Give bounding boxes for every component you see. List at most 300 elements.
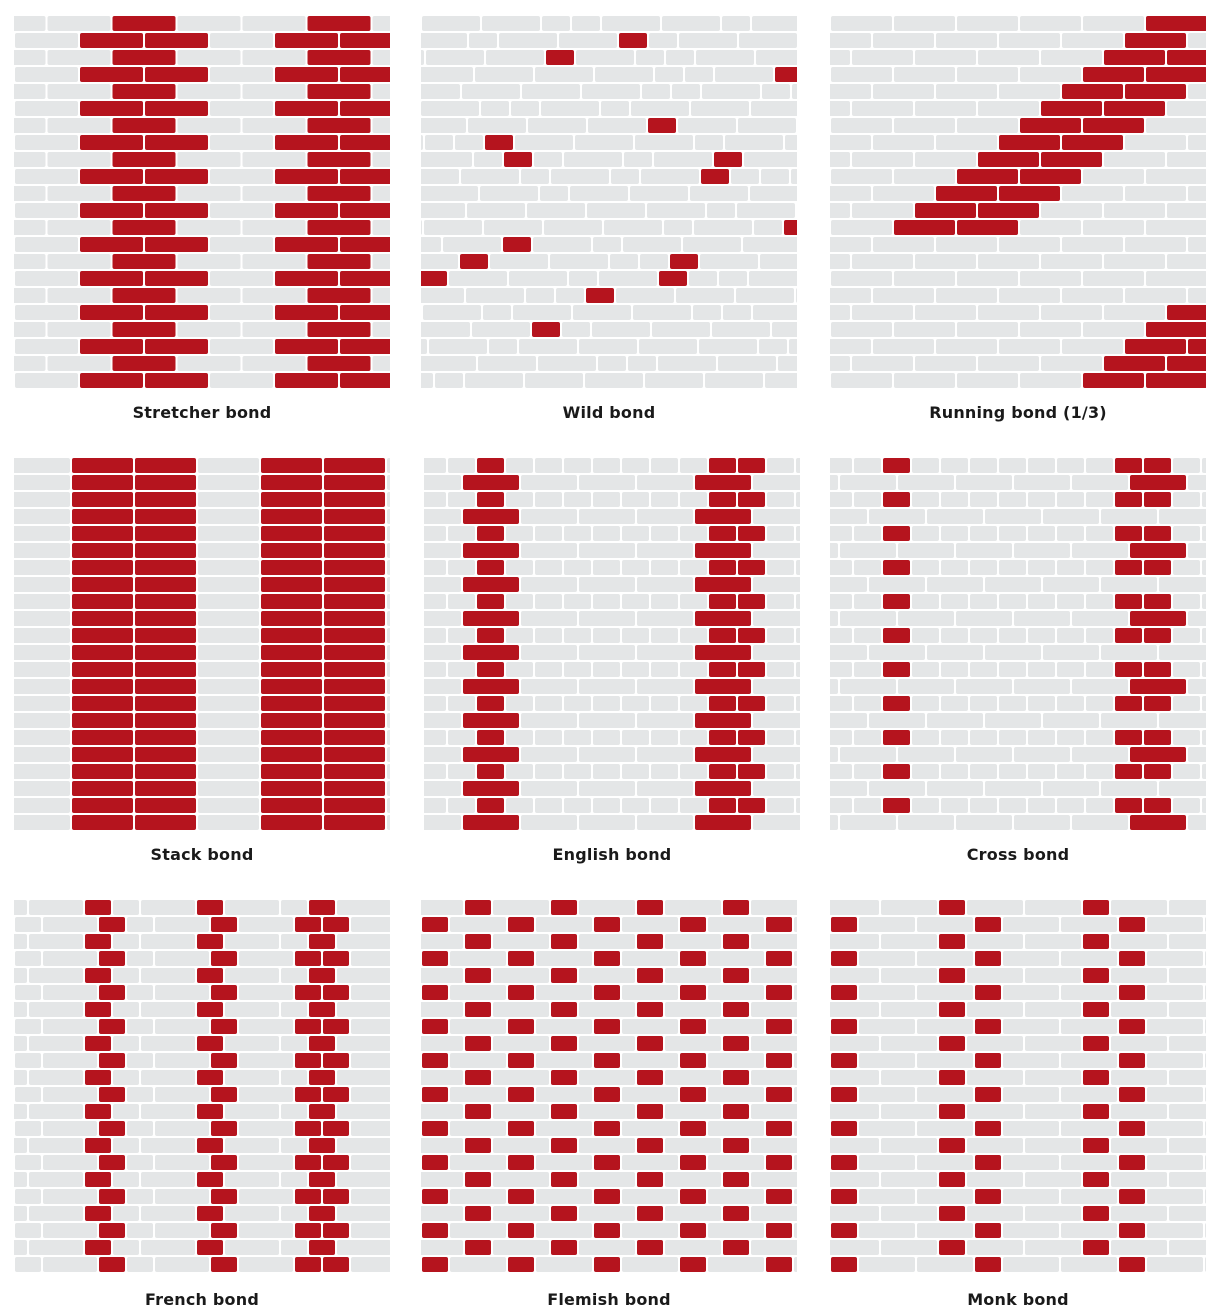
brick bbox=[373, 16, 391, 31]
brick bbox=[760, 254, 797, 269]
brick bbox=[753, 305, 797, 320]
brick bbox=[978, 305, 1039, 320]
brick bbox=[1188, 288, 1206, 303]
brick bbox=[373, 356, 391, 371]
brick bbox=[155, 1257, 209, 1272]
highlight-brick bbox=[1119, 1223, 1145, 1238]
highlight-brick bbox=[340, 67, 390, 82]
brick bbox=[1014, 611, 1070, 626]
brick bbox=[14, 16, 46, 31]
brick bbox=[564, 730, 591, 745]
brick bbox=[898, 543, 954, 558]
highlight-brick bbox=[72, 781, 133, 796]
highlight-brick bbox=[1020, 169, 1081, 184]
brick bbox=[881, 1104, 937, 1119]
brick bbox=[840, 543, 896, 558]
brick bbox=[198, 492, 259, 507]
brick bbox=[575, 135, 633, 150]
brick bbox=[1146, 118, 1206, 133]
flemish-bond-pattern bbox=[421, 899, 797, 1274]
highlight-brick bbox=[766, 1257, 792, 1272]
brick bbox=[113, 1036, 139, 1051]
brick bbox=[767, 560, 794, 575]
brick bbox=[493, 1240, 549, 1255]
highlight-brick bbox=[72, 696, 133, 711]
brick bbox=[761, 169, 789, 184]
highlight-brick bbox=[463, 645, 519, 660]
highlight-brick bbox=[883, 492, 910, 507]
brick bbox=[859, 951, 915, 966]
brick bbox=[14, 1002, 27, 1017]
highlight-brick bbox=[261, 730, 322, 745]
highlight-brick bbox=[939, 1206, 965, 1221]
brick bbox=[198, 747, 259, 762]
highlight-brick bbox=[295, 1121, 321, 1136]
brick bbox=[15, 1019, 41, 1034]
brick bbox=[651, 730, 678, 745]
highlight-brick bbox=[197, 968, 223, 983]
brick bbox=[373, 254, 391, 269]
brick bbox=[665, 1240, 721, 1255]
brick bbox=[881, 1002, 937, 1017]
brick bbox=[1205, 1223, 1206, 1238]
brick bbox=[579, 1172, 635, 1187]
brick bbox=[1147, 1121, 1203, 1136]
highlight-brick bbox=[465, 1240, 491, 1255]
highlight-brick bbox=[709, 594, 736, 609]
brick bbox=[421, 934, 463, 949]
brick bbox=[593, 560, 620, 575]
brick bbox=[1003, 1155, 1059, 1170]
brick bbox=[43, 985, 97, 1000]
brick bbox=[593, 492, 620, 507]
brick bbox=[751, 1002, 797, 1017]
highlight-brick bbox=[723, 1002, 749, 1017]
highlight-brick bbox=[72, 577, 133, 592]
brick bbox=[1061, 985, 1117, 1000]
brick bbox=[521, 543, 577, 558]
brick bbox=[127, 1257, 153, 1272]
brick bbox=[956, 747, 1012, 762]
brick bbox=[490, 254, 548, 269]
brick bbox=[970, 764, 997, 779]
brick bbox=[917, 1223, 973, 1238]
highlight-brick bbox=[978, 152, 1039, 167]
brick bbox=[579, 1002, 635, 1017]
brick bbox=[243, 220, 306, 235]
highlight-brick bbox=[309, 1138, 335, 1153]
highlight-brick bbox=[594, 1223, 620, 1238]
brick bbox=[1003, 1087, 1059, 1102]
brick bbox=[225, 1172, 279, 1187]
highlight-brick bbox=[80, 33, 143, 48]
highlight-brick bbox=[723, 1240, 749, 1255]
brick bbox=[15, 1155, 41, 1170]
highlight-brick bbox=[738, 764, 765, 779]
brick bbox=[622, 458, 649, 473]
brick bbox=[1028, 798, 1055, 813]
brick bbox=[999, 33, 1060, 48]
brick bbox=[387, 764, 390, 779]
highlight-brick bbox=[1146, 322, 1206, 337]
highlight-brick bbox=[939, 968, 965, 983]
highlight-brick bbox=[197, 1104, 223, 1119]
brick bbox=[521, 713, 577, 728]
brick bbox=[535, 628, 562, 643]
brick bbox=[536, 917, 592, 932]
highlight-brick bbox=[323, 1257, 349, 1272]
brick bbox=[141, 1206, 195, 1221]
brick bbox=[1020, 271, 1081, 286]
brick bbox=[1202, 764, 1206, 779]
brick bbox=[917, 1019, 973, 1034]
highlight-brick bbox=[659, 271, 687, 286]
brick bbox=[281, 1240, 307, 1255]
brick bbox=[1043, 509, 1099, 524]
highlight-brick bbox=[308, 50, 371, 65]
brick bbox=[753, 509, 800, 524]
brick bbox=[281, 1206, 307, 1221]
brick bbox=[927, 509, 983, 524]
brick bbox=[680, 662, 707, 677]
highlight-brick bbox=[766, 1121, 792, 1136]
brick bbox=[15, 67, 78, 82]
brick bbox=[14, 934, 27, 949]
brick bbox=[796, 288, 797, 303]
brick bbox=[840, 815, 896, 830]
highlight-brick bbox=[1119, 1189, 1145, 1204]
brick bbox=[387, 781, 390, 796]
brick bbox=[521, 781, 577, 796]
highlight-brick bbox=[323, 1019, 349, 1034]
highlight-brick bbox=[323, 951, 349, 966]
brick bbox=[127, 1053, 153, 1068]
highlight-brick bbox=[85, 934, 111, 949]
monk-bond-pattern bbox=[830, 899, 1206, 1274]
brick bbox=[29, 1172, 83, 1187]
brick bbox=[593, 662, 620, 677]
brick bbox=[239, 1053, 293, 1068]
highlight-brick bbox=[1146, 67, 1206, 82]
brick bbox=[830, 254, 850, 269]
highlight-brick bbox=[261, 798, 322, 813]
highlight-brick bbox=[957, 169, 1018, 184]
brick bbox=[351, 1019, 390, 1034]
brick bbox=[387, 798, 390, 813]
brick bbox=[665, 1070, 721, 1085]
brick bbox=[29, 968, 83, 983]
brick bbox=[1205, 1019, 1206, 1034]
highlight-brick bbox=[738, 798, 765, 813]
highlight-brick bbox=[99, 1155, 125, 1170]
brick bbox=[1057, 492, 1084, 507]
brick bbox=[424, 594, 446, 609]
brick bbox=[521, 679, 577, 694]
highlight-brick bbox=[1130, 747, 1186, 762]
highlight-brick bbox=[1083, 1104, 1109, 1119]
brick bbox=[534, 152, 562, 167]
brick bbox=[14, 577, 70, 592]
brick bbox=[576, 50, 634, 65]
highlight-brick bbox=[422, 985, 448, 1000]
brick bbox=[662, 16, 720, 31]
highlight-brick bbox=[463, 509, 519, 524]
brick bbox=[1086, 662, 1113, 677]
brick bbox=[14, 288, 46, 303]
highlight-brick bbox=[197, 1002, 223, 1017]
brick bbox=[14, 186, 46, 201]
brick bbox=[29, 1138, 83, 1153]
brick bbox=[1020, 67, 1081, 82]
brick bbox=[14, 1206, 27, 1221]
panel-french-bond bbox=[14, 899, 390, 1274]
highlight-brick bbox=[135, 594, 196, 609]
brick bbox=[840, 475, 896, 490]
brick bbox=[794, 1019, 797, 1034]
brick bbox=[239, 951, 293, 966]
brick bbox=[424, 220, 482, 235]
brick bbox=[493, 1104, 549, 1119]
brick bbox=[521, 577, 577, 592]
highlight-brick bbox=[80, 305, 143, 320]
highlight-brick bbox=[975, 1155, 1001, 1170]
highlight-brick bbox=[939, 1104, 965, 1119]
brick bbox=[676, 288, 734, 303]
brick bbox=[1086, 594, 1113, 609]
brick bbox=[665, 1172, 721, 1187]
brick bbox=[1111, 1240, 1167, 1255]
brick bbox=[569, 271, 597, 286]
brick bbox=[551, 169, 609, 184]
highlight-brick bbox=[508, 1053, 534, 1068]
brick bbox=[830, 662, 852, 677]
brick bbox=[1061, 1257, 1117, 1272]
brick bbox=[753, 475, 800, 490]
brick bbox=[579, 509, 635, 524]
brick bbox=[239, 985, 293, 1000]
highlight-brick bbox=[85, 1206, 111, 1221]
brick bbox=[967, 1036, 1023, 1051]
brick bbox=[796, 730, 800, 745]
highlight-brick bbox=[883, 662, 910, 677]
highlight-brick bbox=[308, 152, 371, 167]
brick bbox=[493, 1002, 549, 1017]
brick bbox=[15, 33, 78, 48]
brick bbox=[1169, 1104, 1206, 1119]
brick bbox=[1057, 798, 1084, 813]
highlight-brick bbox=[508, 1223, 534, 1238]
brick bbox=[894, 169, 955, 184]
brick bbox=[679, 33, 737, 48]
brick bbox=[424, 560, 446, 575]
caption-french-bond: French bond bbox=[145, 1290, 259, 1309]
brick bbox=[628, 356, 656, 371]
highlight-brick bbox=[72, 611, 133, 626]
highlight-brick bbox=[637, 1240, 663, 1255]
brick bbox=[506, 560, 533, 575]
brick bbox=[1028, 560, 1055, 575]
brick bbox=[1147, 1019, 1203, 1034]
brick bbox=[564, 560, 591, 575]
highlight-brick bbox=[422, 917, 448, 932]
highlight-brick bbox=[463, 577, 519, 592]
brick bbox=[43, 1223, 97, 1238]
brick bbox=[424, 475, 461, 490]
brick bbox=[970, 628, 997, 643]
brick bbox=[712, 322, 770, 337]
brick bbox=[15, 1087, 41, 1102]
brick bbox=[14, 815, 70, 830]
brick bbox=[1041, 305, 1102, 320]
brick bbox=[527, 203, 585, 218]
highlight-brick bbox=[463, 815, 519, 830]
highlight-brick bbox=[295, 1155, 321, 1170]
highlight-brick bbox=[1083, 1002, 1109, 1017]
brick bbox=[424, 492, 446, 507]
brick bbox=[506, 696, 533, 711]
highlight-brick bbox=[680, 1019, 706, 1034]
highlight-brick bbox=[324, 781, 385, 796]
highlight-brick bbox=[80, 203, 143, 218]
highlight-brick bbox=[1125, 339, 1186, 354]
brick bbox=[1025, 1240, 1081, 1255]
brick bbox=[693, 305, 721, 320]
brick bbox=[1202, 798, 1206, 813]
brick bbox=[622, 628, 649, 643]
highlight-brick bbox=[975, 1257, 1001, 1272]
brick bbox=[421, 968, 463, 983]
highlight-brick bbox=[465, 1138, 491, 1153]
brick bbox=[533, 237, 591, 252]
brick bbox=[243, 50, 306, 65]
brick bbox=[113, 1138, 139, 1153]
highlight-brick bbox=[463, 713, 519, 728]
highlight-brick bbox=[1119, 1257, 1145, 1272]
brick bbox=[582, 84, 640, 99]
highlight-brick bbox=[211, 1223, 237, 1238]
highlight-brick bbox=[1104, 101, 1165, 116]
brick bbox=[239, 1155, 293, 1170]
highlight-brick bbox=[939, 1172, 965, 1187]
brick bbox=[854, 458, 881, 473]
highlight-brick bbox=[701, 169, 729, 184]
brick bbox=[967, 1138, 1023, 1153]
brick bbox=[1003, 951, 1059, 966]
highlight-brick bbox=[135, 764, 196, 779]
brick bbox=[535, 662, 562, 677]
highlight-brick bbox=[723, 968, 749, 983]
highlight-brick bbox=[551, 1240, 577, 1255]
brick bbox=[515, 135, 573, 150]
highlight-brick bbox=[197, 934, 223, 949]
highlight-brick bbox=[80, 169, 143, 184]
highlight-brick bbox=[72, 679, 133, 694]
highlight-brick bbox=[135, 815, 196, 830]
highlight-brick bbox=[85, 1104, 111, 1119]
brick bbox=[957, 373, 1018, 388]
highlight-brick bbox=[637, 968, 663, 983]
brick bbox=[967, 1070, 1023, 1085]
brick bbox=[622, 1087, 678, 1102]
brick bbox=[572, 16, 600, 31]
brick bbox=[970, 798, 997, 813]
brick bbox=[521, 815, 577, 830]
highlight-brick bbox=[1167, 305, 1206, 320]
brick bbox=[610, 254, 638, 269]
highlight-brick bbox=[211, 917, 237, 932]
highlight-brick bbox=[766, 1155, 792, 1170]
highlight-brick bbox=[1146, 16, 1206, 31]
highlight-brick bbox=[477, 560, 504, 575]
brick bbox=[588, 118, 646, 133]
brick bbox=[579, 1036, 635, 1051]
brick bbox=[1111, 1206, 1167, 1221]
brick bbox=[956, 543, 1012, 558]
brick bbox=[1003, 1257, 1059, 1272]
brick bbox=[854, 798, 881, 813]
highlight-brick bbox=[135, 611, 196, 626]
highlight-brick bbox=[324, 509, 385, 524]
brick bbox=[373, 152, 391, 167]
brick bbox=[127, 1087, 153, 1102]
highlight-brick bbox=[594, 1019, 620, 1034]
brick bbox=[751, 900, 797, 915]
brick bbox=[912, 798, 939, 813]
brick bbox=[915, 50, 976, 65]
brick bbox=[1014, 815, 1070, 830]
highlight-brick bbox=[766, 1053, 792, 1068]
brick bbox=[854, 730, 881, 745]
brick bbox=[526, 288, 554, 303]
brick bbox=[579, 934, 635, 949]
brick bbox=[1057, 730, 1084, 745]
highlight-brick bbox=[99, 1121, 125, 1136]
highlight-brick bbox=[709, 458, 736, 473]
brick bbox=[683, 237, 741, 252]
brick bbox=[48, 16, 111, 31]
highlight-brick bbox=[324, 628, 385, 643]
highlight-brick bbox=[465, 1002, 491, 1017]
brick bbox=[1188, 84, 1206, 99]
brick bbox=[665, 1036, 721, 1051]
brick bbox=[14, 628, 70, 643]
brick bbox=[178, 118, 241, 133]
brick bbox=[873, 186, 934, 201]
brick bbox=[48, 322, 111, 337]
brick bbox=[579, 1206, 635, 1221]
highlight-brick bbox=[766, 1087, 792, 1102]
brick bbox=[830, 509, 867, 524]
brick bbox=[956, 815, 1012, 830]
brick bbox=[127, 1189, 153, 1204]
brick bbox=[794, 1223, 797, 1238]
highlight-brick bbox=[738, 628, 765, 643]
brick bbox=[544, 220, 602, 235]
highlight-brick bbox=[477, 526, 504, 541]
highlight-brick bbox=[551, 1206, 577, 1221]
brick bbox=[640, 254, 668, 269]
panel-wild-bond bbox=[421, 15, 797, 390]
highlight-brick bbox=[113, 322, 176, 337]
highlight-brick bbox=[324, 526, 385, 541]
brick bbox=[14, 798, 70, 813]
brick bbox=[225, 1002, 279, 1017]
brick bbox=[830, 84, 871, 99]
brick bbox=[421, 339, 427, 354]
brick bbox=[894, 67, 955, 82]
brick bbox=[1083, 220, 1144, 235]
brick bbox=[15, 339, 78, 354]
